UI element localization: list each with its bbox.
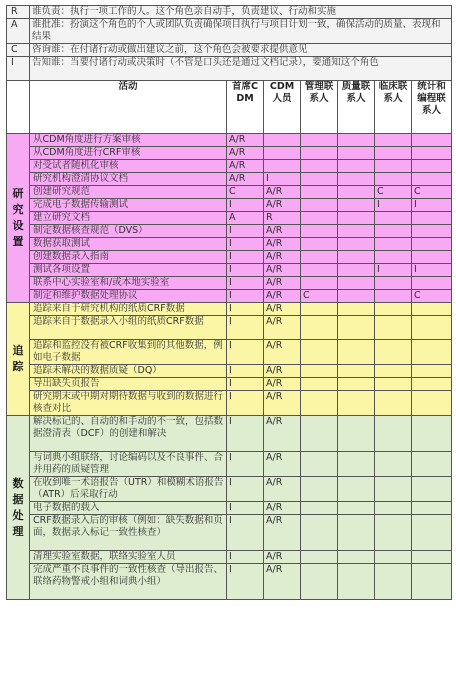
- raci-cell: R: [264, 212, 301, 225]
- raci-cell: I: [375, 199, 412, 212]
- raci-cell: [301, 134, 338, 147]
- raci-cell: [338, 452, 375, 477]
- table-row: [7, 147, 452, 160]
- raci-cell: [412, 477, 452, 502]
- table-row: [7, 391, 452, 416]
- raci-cell: [338, 365, 375, 378]
- raci-cell: A/R: [264, 340, 301, 365]
- raci-cell: I: [375, 264, 412, 277]
- raci-cell: I: [227, 551, 264, 564]
- activity-cell: 创建研究规范: [30, 186, 227, 199]
- raci-cell: [338, 378, 375, 391]
- activity-cell: 追踪来自于数据录入小组的纸质CRF数据: [30, 316, 227, 340]
- table-row: [7, 365, 452, 378]
- activity-cell: 追踪未解决的数据质疑（DQ）: [30, 365, 227, 378]
- raci-cell: A/R: [264, 277, 301, 290]
- raci-cell: [375, 564, 412, 600]
- activity-cell: 从CDM角度进行CRF审核: [30, 147, 227, 160]
- raci-cell: [301, 340, 338, 365]
- raci-cell: I: [227, 199, 264, 212]
- raci-cell: [412, 251, 452, 264]
- raci-cell: [412, 378, 452, 391]
- table-row: [7, 452, 452, 477]
- activity-cell: 测试各项设置: [30, 264, 227, 277]
- raci-cell: A/R: [264, 378, 301, 391]
- raci-cell: [301, 251, 338, 264]
- legend-text: 告知谁：当要付诸行动或决策时（不管是口头还是通过文档记录），要通知这个角色: [30, 57, 452, 81]
- column-header: CDM人员: [264, 81, 301, 134]
- raci-cell: A/R: [264, 551, 301, 564]
- raci-cell: A/R: [264, 564, 301, 600]
- raci-cell: I: [227, 416, 264, 452]
- raci-cell: [338, 340, 375, 365]
- raci-cell: [375, 134, 412, 147]
- raci-cell: [338, 502, 375, 515]
- activity-cell: 追踪和监控没有被CRF收集到的其他数据，例如电子数据: [30, 340, 227, 365]
- raci-cell: [264, 134, 301, 147]
- table-row: [7, 290, 452, 303]
- raci-cell: [375, 340, 412, 365]
- raci-cell: [338, 251, 375, 264]
- raci-cell: [375, 225, 412, 238]
- table-row: [7, 502, 452, 515]
- activity-cell: 制定和维护数据处理协议: [30, 290, 227, 303]
- table-row: [7, 134, 452, 147]
- raci-cell: [375, 251, 412, 264]
- raci-cell: [412, 303, 452, 316]
- legend-key: C: [7, 44, 30, 57]
- raci-cell: A/R: [227, 134, 264, 147]
- raci-cell: [301, 160, 338, 173]
- header-blank: [7, 81, 30, 134]
- column-header: 首席CDM: [227, 81, 264, 134]
- raci-cell: I: [227, 391, 264, 416]
- raci-cell: [375, 391, 412, 416]
- raci-cell: C: [227, 186, 264, 199]
- raci-cell: [375, 551, 412, 564]
- raci-cell: I: [227, 564, 264, 600]
- raci-cell: A: [227, 212, 264, 225]
- activity-cell: 与词典小组联络，讨论编码以及不良事件、合并用药的质疑管理: [30, 452, 227, 477]
- legend-row: [7, 6, 452, 19]
- legend-text: 谁批准：扮演这个角色的个人或团队负责确保项目执行与项目计划一致，确保活动的质量、表现和结果: [30, 19, 452, 44]
- raci-cell: I: [227, 238, 264, 251]
- table-row: [7, 225, 452, 238]
- raci-cell: [375, 173, 412, 186]
- raci-cell: [375, 238, 412, 251]
- raci-cell: [412, 238, 452, 251]
- raci-cell: [301, 264, 338, 277]
- raci-cell: [375, 502, 412, 515]
- table-row: [7, 564, 452, 600]
- raci-cell: [375, 515, 412, 551]
- raci-cell: A/R: [264, 290, 301, 303]
- raci-cell: [412, 225, 452, 238]
- raci-cell: A/R: [227, 160, 264, 173]
- table-row: [7, 199, 452, 212]
- raci-cell: [338, 238, 375, 251]
- raci-cell: [375, 212, 412, 225]
- raci-cell: A/R: [264, 186, 301, 199]
- raci-cell: I: [227, 303, 264, 316]
- raci-cell: [338, 477, 375, 502]
- raci-cell: [301, 515, 338, 551]
- raci-table: [6, 5, 452, 600]
- raci-cell: [338, 303, 375, 316]
- raci-cell: [375, 147, 412, 160]
- raci-cell: I: [227, 277, 264, 290]
- raci-cell: I: [264, 173, 301, 186]
- raci-cell: [412, 452, 452, 477]
- table-row: [7, 277, 452, 290]
- raci-cell: I: [227, 477, 264, 502]
- legend-text: 谁负责：执行一项工作的人。这个角色亲自动手，负责建议、行动和实施: [30, 6, 452, 19]
- raci-cell: I: [412, 264, 452, 277]
- section-label: 研 究 设 置: [7, 134, 30, 303]
- raci-cell: I: [412, 199, 452, 212]
- raci-cell: A/R: [264, 251, 301, 264]
- raci-cell: [301, 186, 338, 199]
- raci-cell: [338, 391, 375, 416]
- raci-cell: [338, 225, 375, 238]
- raci-cell: [412, 340, 452, 365]
- raci-cell: [338, 564, 375, 600]
- column-header: 活动: [30, 81, 227, 134]
- activity-cell: 对受试者随机化审核: [30, 160, 227, 173]
- raci-cell: [375, 277, 412, 290]
- raci-cell: I: [227, 225, 264, 238]
- raci-cell: C: [412, 186, 452, 199]
- raci-cell: [301, 564, 338, 600]
- raci-cell: [338, 277, 375, 290]
- raci-cell: I: [227, 515, 264, 551]
- raci-cell: [412, 277, 452, 290]
- raci-cell: [338, 160, 375, 173]
- raci-cell: [412, 147, 452, 160]
- table-row: [7, 160, 452, 173]
- table-row: [7, 303, 452, 316]
- raci-cell: [301, 212, 338, 225]
- raci-cell: [301, 477, 338, 502]
- activity-cell: 完成电子数据传输测试: [30, 199, 227, 212]
- raci-cell: I: [227, 378, 264, 391]
- raci-cell: A/R: [264, 502, 301, 515]
- table-row: [7, 238, 452, 251]
- raci-cell: [375, 303, 412, 316]
- raci-cell: I: [227, 316, 264, 340]
- raci-cell: [412, 515, 452, 551]
- raci-cell: I: [227, 290, 264, 303]
- raci-cell: [301, 502, 338, 515]
- activity-cell: 清理实验室数据，联络实验室人员: [30, 551, 227, 564]
- raci-cell: C: [412, 290, 452, 303]
- column-header: 质量联系人: [338, 81, 375, 134]
- raci-cell: [412, 502, 452, 515]
- raci-cell: [375, 477, 412, 502]
- raci-cell: [412, 365, 452, 378]
- raci-cell: [301, 147, 338, 160]
- raci-cell: [301, 303, 338, 316]
- raci-cell: [375, 160, 412, 173]
- raci-cell: [338, 551, 375, 564]
- raci-cell: I: [227, 340, 264, 365]
- raci-cell: [412, 551, 452, 564]
- raci-cell: [412, 173, 452, 186]
- raci-cell: I: [227, 251, 264, 264]
- raci-cell: [301, 378, 338, 391]
- raci-cell: [412, 564, 452, 600]
- table-row: [7, 477, 452, 502]
- table-row: [7, 515, 452, 551]
- section-label: 数 据 处 理: [7, 416, 30, 600]
- raci-cell: [338, 147, 375, 160]
- legend-row: [7, 44, 452, 57]
- raci-cell: [338, 290, 375, 303]
- raci-cell: [301, 391, 338, 416]
- raci-cell: [375, 416, 412, 452]
- activity-cell: 追踪来自于研究机构的纸质CRF数据: [30, 303, 227, 316]
- raci-cell: [338, 186, 375, 199]
- activity-cell: 建立研究文档: [30, 212, 227, 225]
- table-row: [7, 186, 452, 199]
- table-row: [7, 173, 452, 186]
- raci-cell: [301, 277, 338, 290]
- raci-cell: [301, 316, 338, 340]
- raci-cell: [338, 515, 375, 551]
- raci-cell: [301, 238, 338, 251]
- raci-cell: [338, 416, 375, 452]
- raci-cell: I: [227, 365, 264, 378]
- table-row: [7, 212, 452, 225]
- raci-cell: A/R: [264, 365, 301, 378]
- raci-cell: A/R: [264, 303, 301, 316]
- activity-cell: 导出缺失页报告: [30, 378, 227, 391]
- raci-cell: C: [301, 290, 338, 303]
- raci-cell: C: [375, 186, 412, 199]
- legend-text: 咨询谁：在付诸行动或做出建议之前，这个角色会被要求提供意见: [30, 44, 452, 57]
- raci-cell: A/R: [264, 264, 301, 277]
- raci-cell: [412, 316, 452, 340]
- raci-cell: [375, 316, 412, 340]
- raci-cell: A/R: [264, 225, 301, 238]
- raci-cell: A/R: [264, 391, 301, 416]
- raci-cell: [338, 212, 375, 225]
- table-row: [7, 551, 452, 564]
- raci-cell: [412, 160, 452, 173]
- raci-cell: [301, 173, 338, 186]
- raci-cell: [375, 378, 412, 391]
- activity-cell: 完成严重不良事件的一致性核查（导出报告、联络药物警戒小组和词典小组）: [30, 564, 227, 600]
- table-row: [7, 316, 452, 340]
- raci-cell: [301, 551, 338, 564]
- raci-cell: [338, 134, 375, 147]
- raci-cell: [412, 134, 452, 147]
- raci-cell: [301, 225, 338, 238]
- raci-cell: I: [227, 452, 264, 477]
- table-row: [7, 251, 452, 264]
- raci-cell: [412, 391, 452, 416]
- raci-cell: [338, 173, 375, 186]
- raci-cell: I: [227, 502, 264, 515]
- raci-cell: A/R: [264, 238, 301, 251]
- activity-cell: 解决标记的、自动的和手动的不一致，包括数据澄清表（DCF）的创建和解决: [30, 416, 227, 452]
- table-row: [7, 416, 452, 452]
- raci-cell: [375, 290, 412, 303]
- activity-cell: 创建数据录入指南: [30, 251, 227, 264]
- table-row: [7, 264, 452, 277]
- legend-key: I: [7, 57, 30, 81]
- activity-cell: 在收到唯一术语报告（UTR）和模糊术语报告（ATR）后采取行动: [30, 477, 227, 502]
- activity-cell: 联系中心实验室和/或本地实验室: [30, 277, 227, 290]
- raci-cell: [301, 452, 338, 477]
- raci-cell: A/R: [264, 477, 301, 502]
- raci-cell: [412, 212, 452, 225]
- legend-row: [7, 57, 452, 81]
- section-label: 追 踪: [7, 303, 30, 416]
- raci-cell: A/R: [227, 173, 264, 186]
- raci-cell: [264, 147, 301, 160]
- activity-cell: CRF数据录入后的审核（例如：缺失数据和页面，数据录入标记一致性核查）: [30, 515, 227, 551]
- raci-cell: [412, 416, 452, 452]
- activity-cell: 研究期末或中期对期待数据与收到的数据进行核查对比: [30, 391, 227, 416]
- raci-cell: [338, 264, 375, 277]
- column-header: 管理联系人: [301, 81, 338, 134]
- raci-cell: [338, 316, 375, 340]
- raci-cell: A/R: [227, 147, 264, 160]
- raci-cell: A/R: [264, 316, 301, 340]
- raci-cell: A/R: [264, 515, 301, 551]
- activity-cell: 制定数据核查规范（DVS）: [30, 225, 227, 238]
- activity-cell: 数据获取测试: [30, 238, 227, 251]
- legend-row: [7, 19, 452, 44]
- raci-cell: [264, 160, 301, 173]
- raci-cell: [338, 199, 375, 212]
- raci-cell: A/R: [264, 416, 301, 452]
- raci-cell: I: [227, 264, 264, 277]
- column-header: 临床联系人: [375, 81, 412, 134]
- raci-cell: [375, 452, 412, 477]
- header-row: [7, 81, 452, 134]
- table-row: [7, 340, 452, 365]
- raci-cell: [301, 365, 338, 378]
- raci-cell: [301, 199, 338, 212]
- activity-cell: 研究机构澄清协议文档: [30, 173, 227, 186]
- raci-cell: A/R: [264, 199, 301, 212]
- activity-cell: 电子数据的载入: [30, 502, 227, 515]
- legend-key: R: [7, 6, 30, 19]
- raci-cell: [375, 365, 412, 378]
- activity-cell: 从CDM角度进行方案审核: [30, 134, 227, 147]
- raci-cell: A/R: [264, 452, 301, 477]
- column-header: 统计和编程联系人: [412, 81, 452, 134]
- raci-cell: [301, 416, 338, 452]
- table-row: [7, 378, 452, 391]
- legend-key: A: [7, 19, 30, 44]
